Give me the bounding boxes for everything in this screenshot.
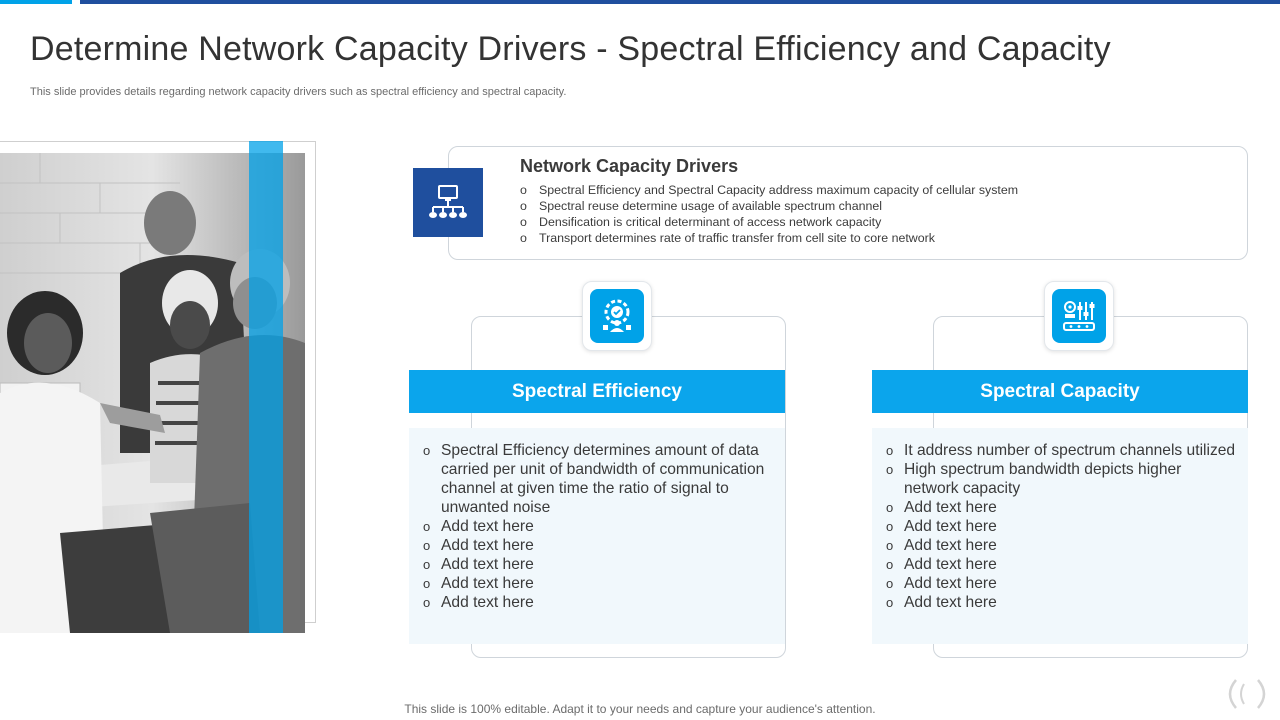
efficiency-list — [409, 428, 785, 612]
gear-shield-user-icon — [590, 289, 644, 343]
list-item: o Add text here — [886, 556, 997, 573]
list-item: o Add text here — [423, 594, 534, 611]
capacity-header: Spectral Capacity — [872, 370, 1248, 413]
list-item: o Spectral reuse determine usage of available spectrum channel — [520, 199, 883, 213]
list-item: o Add text here — [423, 556, 534, 573]
list-item: o It address number of spectrum channels utilized — [886, 442, 1236, 459]
list-item: o Spectral Efficiency and Spectral Capacity address maximum capacity of cellular system — [520, 183, 1019, 197]
list-item: o Add text here — [886, 594, 997, 611]
drivers-title: Network Capacity Drivers — [520, 156, 739, 176]
list-item: o Add text here — [423, 518, 534, 535]
drivers-list — [520, 182, 1240, 246]
list-item: o Densification is critical determinant of access network capacity — [520, 215, 882, 229]
list-item: o Add text here — [886, 499, 997, 516]
list-item: o Add text here — [886, 537, 997, 554]
control-panel-icon — [1052, 289, 1106, 343]
list-item: o Add text here — [886, 575, 997, 592]
capacity-body — [872, 428, 1248, 644]
list-item: o Add text here — [886, 518, 997, 535]
capacity-icon-tile — [1044, 281, 1114, 351]
top-accent-bar-dark — [80, 0, 1280, 4]
efficiency-icon-tile — [582, 281, 652, 351]
top-accent-bar-light — [0, 0, 72, 4]
slide-subtitle: This slide provides details regarding network capacity drivers such as spectral efficiency and spectral capacity. — [30, 86, 567, 98]
efficiency-body — [409, 428, 785, 644]
brand-mark-icon — [1222, 674, 1272, 719]
network-hierarchy-icon — [413, 168, 483, 237]
list-item: o Transport determines rate of traffic transfer from cell site to core network — [520, 231, 935, 245]
slide-title: Determine Network Capacity Drivers - Spectral Efficiency and Capacity — [30, 30, 1111, 68]
list-item: o Spectral Efficiency determines amount of data carried per unit of bandwidth of communication channel at given time the ratio of signal to unwanted noise — [423, 442, 765, 516]
slide-footer: This slide is 100% editable. Adapt it to your needs and capture your audience's attention. — [404, 702, 876, 716]
efficiency-header: Spectral Efficiency — [409, 370, 785, 413]
list-item: o High spectrum bandwidth depicts higher network capacity — [886, 461, 1182, 497]
photo-accent-stripe — [249, 141, 283, 633]
capacity-list — [872, 428, 1248, 612]
list-item: o Add text here — [423, 537, 534, 554]
list-item: o Add text here — [423, 575, 534, 592]
